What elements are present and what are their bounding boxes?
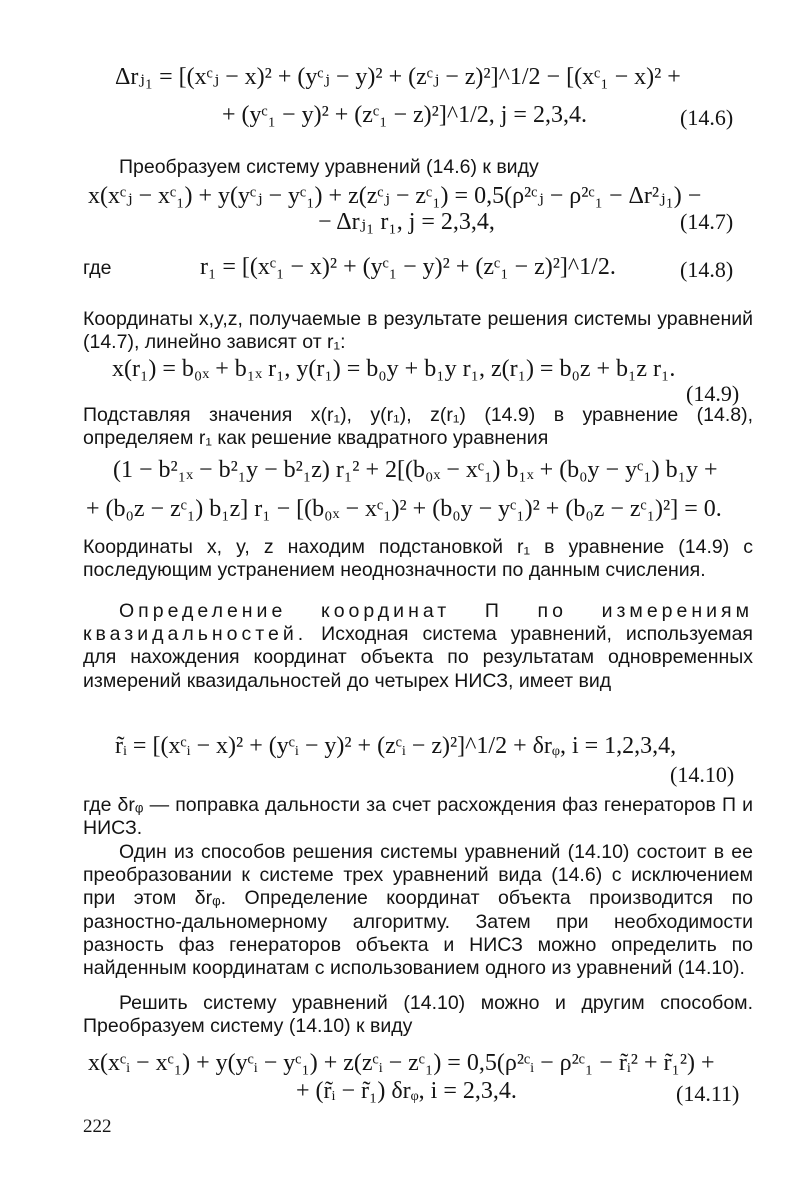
paragraph-other-method: Решить систему уравнений (14.10) можно и другим способом. Преобразуем систему (14.10) к виду [83,992,753,1038]
paragraph-coordinates-found: Координаты x, y, z находим подстановкой r₁ в уравнение (14.9) с последующим устранением неоднозначности по данным счисления. [83,536,753,582]
equation-14-8: r₁ = [(xᶜ₁ − x)² + (yᶜ₁ − y)² + (zᶜ₁ − z)²]^1/2. [200,254,616,280]
word-where: где [83,257,112,279]
equation-14-9: x(r₁) = b₀ₓ + b₁ₓ r₁, y(r₁) = b₀y + b₁y r₁, z(r₁) = b₀z + b₁z r₁. [112,356,676,382]
equation-14-8-number: (14.8) [680,257,734,282]
equation-14-7-line2: − Δrⱼ₁ r₁, j = 2,3,4, [318,209,495,235]
equation-14-6-number: (14.6) [680,105,734,130]
paragraph-correction: где δrᵩ — поправка дальности за счет расхождения фаз генераторов П и НИСЗ. [83,794,753,840]
equation-14-10-number: (14.10) [670,762,735,787]
equation-14-10: r̃ᵢ = [(xᶜᵢ − x)² + (yᶜᵢ − y)² + (zᶜᵢ − z)²]^1/2 + δrᵩ, i = 1,2,3,4, [115,733,677,759]
section-heading-quasi-range: Определение координат П по измерениям квазидальностей. [83,600,753,646]
paragraph-substitution: Подставляя значения x(r₁), y(r₁), z(r₁) (14.9) в уравнение (14.8), определяем r₁ как решение квадратного уравнения [83,404,753,450]
equation-14-7-number: (14.7) [680,209,734,234]
paragraph-solution-method: Один из способов решения системы уравнений (14.10) состоит в ее преобразовании к системе трех уравнений вида (14.6) с исключением при этом δrᵩ. Определение координат объекта производится по разностно-дальномерному алгоритму. Затем при необходимости разность фаз генераторов объекта и НИСЗ можно определить по найденным координатам с использованием одного из уравнений (14.10). [83,841,753,980]
equation-14-11-number: (14.11) [676,1081,740,1106]
equation-14-7-line1: x(xᶜⱼ − xᶜ₁) + y(yᶜⱼ − yᶜ₁) + z(zᶜⱼ − zᶜ₁) = 0,5(ρ²ᶜⱼ − ρ²ᶜ₁ − Δr²ⱼ₁) − [88,183,702,209]
equation-14-6-line1: Δrⱼ₁ = [(xᶜⱼ − x)² + (yᶜⱼ − y)² + (zᶜⱼ − z)²]^1/2 − [(xᶜ₁ − x)² + [115,64,681,90]
equation-14-11-line2: + (r̃ᵢ − r̃₁) δrᵩ, i = 2,3,4. [296,1078,517,1104]
page-number: 222 [83,1116,112,1137]
equation-quadratic-line1: (1 − b²₁ₓ − b²₁y − b²₁z) r₁² + 2[(b₀ₓ − xᶜ₁) b₁ₓ + (b₀y − yᶜ₁) b₁y + [113,457,718,483]
equation-quadratic-line2: + (b₀z − zᶜ₁) b₁z] r₁ − [(b₀ₓ − xᶜ₁)² + (b₀y − yᶜ₁)² + (b₀z − zᶜ₁)²] = 0. [86,496,722,522]
paragraph-linear-dependence: Координаты x,y,z, получаемые в результате решения системы уравнений (14.7), линейно зависят от r₁: [83,308,753,354]
paragraph-quasi-range-body: Исходная система уравнений, используемая для нахождения координат объекта по результатам одновременных измерений квазидальностей до четырех НИСЗ, имеет вид [83,623,753,692]
paragraph-quasi-range [83,600,753,693]
equation-14-11-line1: x(xᶜᵢ − xᶜ₁) + y(yᶜᵢ − yᶜ₁) + z(zᶜᵢ − zᶜ₁) = 0,5(ρ²ᶜᵢ − ρ²ᶜ₁ − r̃ᵢ² + r̃₁²) + [88,1050,715,1076]
equation-14-6-line2: + (yᶜ₁ − y)² + (zᶜ₁ − z)²]^1/2, j = 2,3,4. [222,102,587,128]
paragraph-transform-intro: Преобразуем систему уравнений (14.6) к виду [119,156,539,178]
equation-14-9-number: (14.9) [686,381,740,406]
